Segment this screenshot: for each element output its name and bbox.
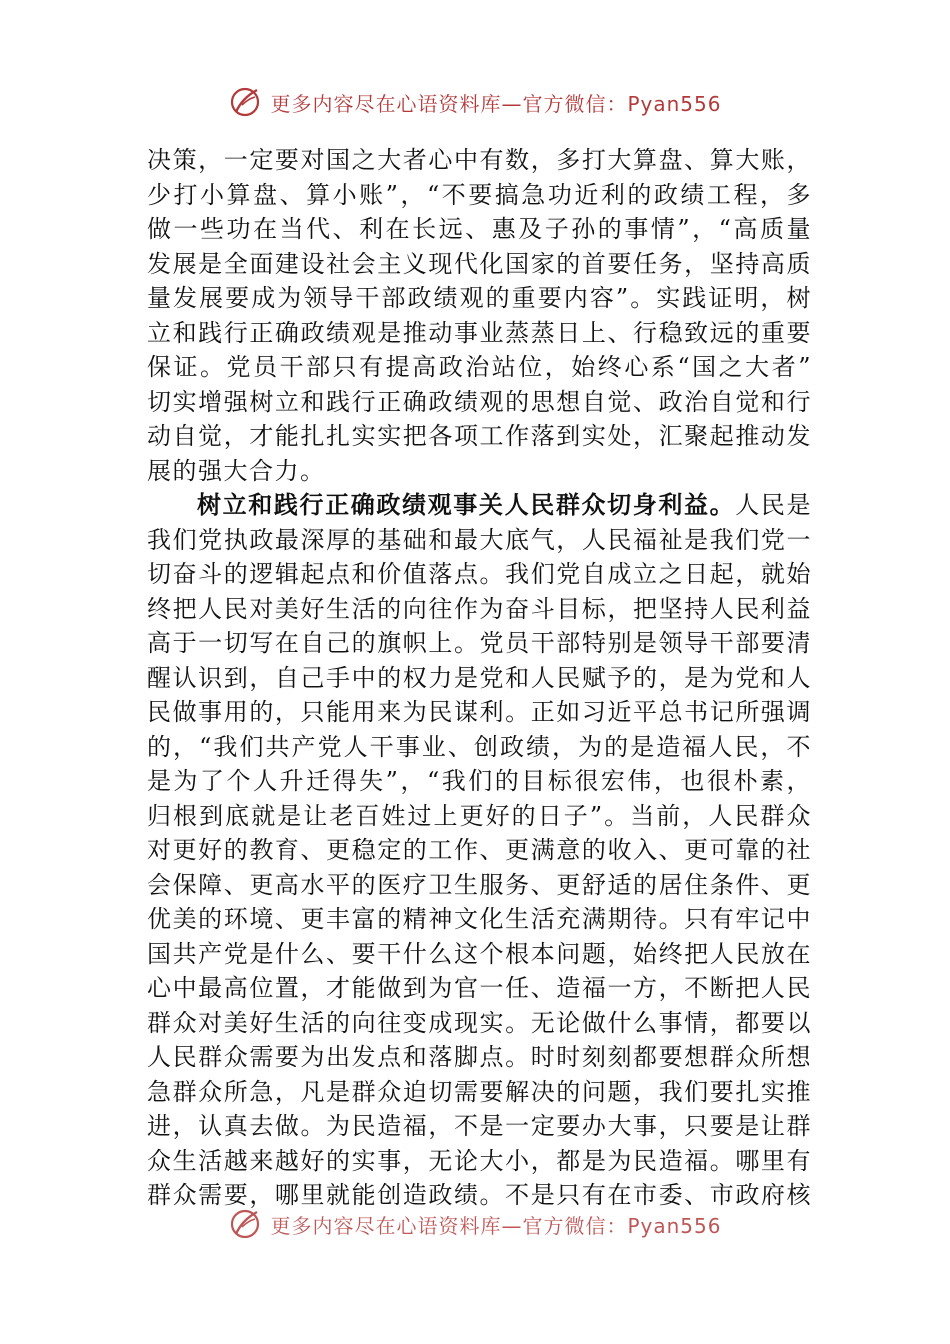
text-line: 高于一切写在自己的旗帜上。党员干部特别是领导干部要清 xyxy=(147,629,812,657)
text-line: 是为了个人升迁得失”，“我们的目标很宏伟，也很朴素， xyxy=(147,767,812,795)
text-line: 醒认识到，自己手中的权力是党和人民赋予的，是为党和人 xyxy=(147,663,812,692)
text-line: 展的强大合力。 xyxy=(147,456,326,485)
text-line: 量发展要成为领导干部政绩观的重要内容”。实践证明，树 xyxy=(147,284,812,312)
text-line: 我们党执政最深厚的基础和最大底气，人民福祉是我们党一 xyxy=(147,525,812,554)
footer-watermark xyxy=(0,1206,950,1242)
feather-logo-icon xyxy=(228,1207,262,1241)
text-line: 优美的环境、更丰富的精神文化生活充满期待。只有牢记中 xyxy=(147,905,812,933)
text-line: 众生活越来越好的实事，无论大小，都是为民造福。哪里有 xyxy=(147,1146,812,1175)
article-body xyxy=(147,143,812,1213)
text-line: 终把人民对美好生活的向往作为奋斗目标，把坚持人民利益 xyxy=(147,594,812,623)
text-line: 国共产党是什么、要干什么这个根本问题，始终把人民放在 xyxy=(147,939,812,968)
text-line: 归根到底就是让老百姓过上更好的日子”。当前，人民群众 xyxy=(147,801,812,830)
text-line: 少打小算盘、算小账”，“不要搞急功近利的政绩工程，多 xyxy=(147,180,812,209)
text-line: 群众需要，哪里就能创造政绩。不是只有在市委、市政府核 xyxy=(147,1181,812,1209)
text-line: 对更好的教育、更稳定的工作、更满意的收入、更可靠的社 xyxy=(147,836,812,864)
text-line: 进，认真去做。为民造福，不是一定要办大事，只要是让群 xyxy=(147,1112,812,1140)
heading-line-continuation: 人民是 xyxy=(735,491,812,519)
text-line: 的，“我们共产党人干事业、创政绩，为的是造福人民，不 xyxy=(147,732,812,761)
paragraph-heading: 树立和践行正确政绩观事关人民群众切身利益。 xyxy=(197,490,736,519)
text-line: 民做事用的，只能用来为民谋利。正如习近平总书记所强调 xyxy=(147,698,812,726)
paragraph-1 xyxy=(147,143,812,488)
footer-watermark-text: 更多内容尽在心语资料库—官方微信：Pyan556 xyxy=(270,1213,722,1238)
feather-logo-icon xyxy=(228,85,262,119)
text-line: 心中最高位置，才能做到为官一任、造福一方，不断把人民 xyxy=(147,974,812,1002)
text-line: 保证。党员干部只有提高政治站位，始终心系“国之大者” xyxy=(147,353,812,381)
paragraph-2-first-line xyxy=(147,488,812,523)
text-line: 群众对美好生活的向往变成现实。无论做什么事情，都要以 xyxy=(147,1008,812,1037)
header-watermark-text: 更多内容尽在心语资料库—官方微信：Pyan556 xyxy=(270,91,722,116)
text-line: 做一些功在当代、利在长远、惠及子孙的事情”，“高质量 xyxy=(147,215,812,243)
text-line: 决策，一定要对国之大者心中有数，多打大算盘、算大账， xyxy=(147,146,812,174)
text-line: 动自觉，才能扎扎实实把各项工作落到实处，汇聚起推动发 xyxy=(147,422,812,450)
text-line: 人民群众需要为出发点和落脚点。时时刻刻都要想群众所想 xyxy=(147,1043,812,1071)
header-watermark xyxy=(0,84,950,120)
text-line: 切实增强树立和践行正确政绩观的思想自觉、政治自觉和行 xyxy=(147,387,812,416)
text-line: 发展是全面建设社会主义现代化国家的首要任务，坚持高质 xyxy=(147,249,812,278)
text-line: 会保障、更高水平的医疗卫生服务、更舒适的居住条件、更 xyxy=(147,870,812,899)
text-line: 立和践行正确政绩观是推动事业蒸蒸日上、行稳致远的重要 xyxy=(147,318,812,347)
text-line: 急群众所急，凡是群众迫切需要解决的问题，我们要扎实推 xyxy=(147,1077,812,1106)
paragraph-2 xyxy=(147,488,812,1213)
text-line: 切奋斗的逻辑起点和价值落点。我们党自成立之日起，就始 xyxy=(147,560,812,588)
